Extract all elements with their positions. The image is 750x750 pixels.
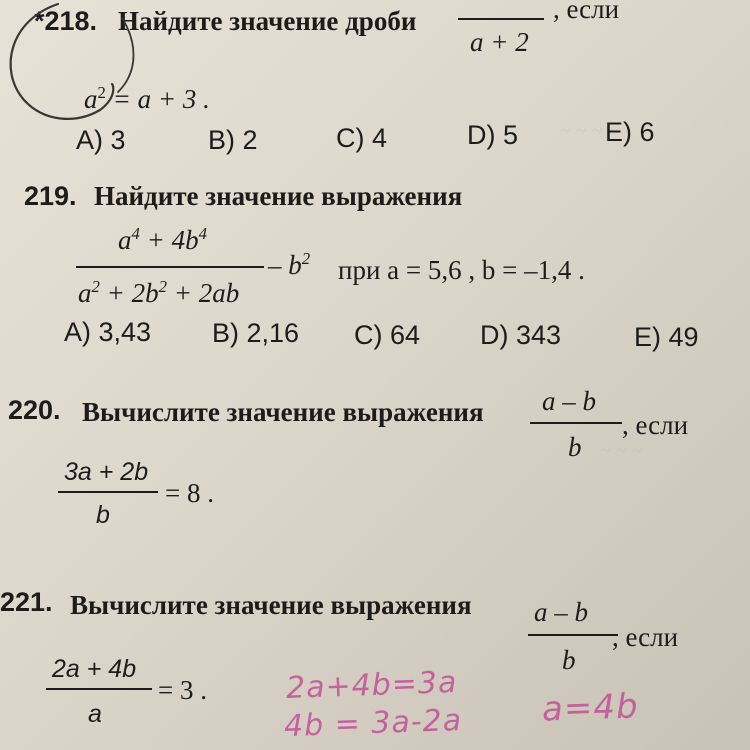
problem-218-condition: $a^2 = a + 3$ . <box>84 83 210 114</box>
problem-221-frac-numerator: a – b <box>534 597 588 627</box>
problem-221-condition-word: , если <box>612 622 679 652</box>
problem-219-denominator: $a^2 + 2b^2 + 2ab$ <box>78 277 240 308</box>
problem-218-option-b: B) 2 <box>208 125 258 155</box>
problem-219-condition: при a = 5,6 , b = –1,4 . <box>338 255 585 285</box>
problem-220-given-numerator: 3a + 2b <box>64 458 149 486</box>
problem-219-option-b: B) 2,16 <box>212 318 300 348</box>
problem-219-heading: Найдите значение выражения <box>94 181 463 211</box>
problem-219-option-d: D) 343 <box>480 320 562 350</box>
problem-221-given-rest: = 3 . <box>158 675 207 705</box>
show-through-text: ~ ~ ~ ~ <box>560 120 619 142</box>
problem-218-option-e: E) 6 <box>605 117 655 147</box>
problem-221-fraction-bar <box>528 634 618 636</box>
problem-220-given-denominator: b <box>96 501 110 529</box>
handwritten-note-line1: 2a+4b=3a <box>285 665 458 706</box>
show-through-text: ~ ~ ~ <box>600 440 643 462</box>
problem-218-option-a: A) 3 <box>76 125 126 155</box>
problem-220-heading: Вычислите значение выражения <box>82 397 484 427</box>
problem-220-frac-denominator: b <box>568 432 582 462</box>
problem-221-given-numerator: 2a + 4b <box>52 655 137 683</box>
problem-220-number: 220. <box>8 395 61 425</box>
problem-218-option-d: D) 5 <box>467 120 519 150</box>
problem-219-option-a: A) 3,43 <box>64 317 152 347</box>
problem-221-given-denominator: a <box>88 700 102 728</box>
problem-221-number: 221. <box>0 587 53 617</box>
problem-219-number: 219. <box>24 181 77 211</box>
problem-219-option-e: E) 49 <box>634 322 699 352</box>
problem-219-option-c: C) 64 <box>354 320 421 350</box>
problem-219-numerator: $a^4 + 4b^4$ <box>118 224 207 255</box>
problem-218-number: *218. <box>34 6 98 36</box>
problem-220-condition-word: , если <box>622 410 689 440</box>
problem-218-condition-word: , если <box>553 0 620 24</box>
handwritten-note-line2: 4b = 3a-2a <box>283 702 463 745</box>
problem-218-denominator: a + 2 <box>470 27 529 57</box>
problem-218-fraction-bar <box>458 18 544 20</box>
problem-221-heading: Вычислите значение выражения <box>70 590 472 620</box>
problem-221-frac-denominator: b <box>562 645 576 675</box>
problem-221-given-fraction-bar <box>46 688 152 690</box>
problem-218-option-c: C) 4 <box>336 123 388 153</box>
problem-220-fraction-bar <box>530 422 622 424</box>
problem-220-given-fraction-bar <box>58 491 158 493</box>
problem-220-frac-numerator: a – b <box>542 386 596 416</box>
problem-218-heading: Найдите значение дроби <box>118 6 417 36</box>
problem-219-fraction-bar <box>76 266 264 268</box>
problem-219-minus-b-squared: – $b^2$ <box>268 249 311 280</box>
problem-220-given-rest: = 8 . <box>165 478 214 508</box>
handwritten-note-line3: a=4b <box>541 686 640 730</box>
